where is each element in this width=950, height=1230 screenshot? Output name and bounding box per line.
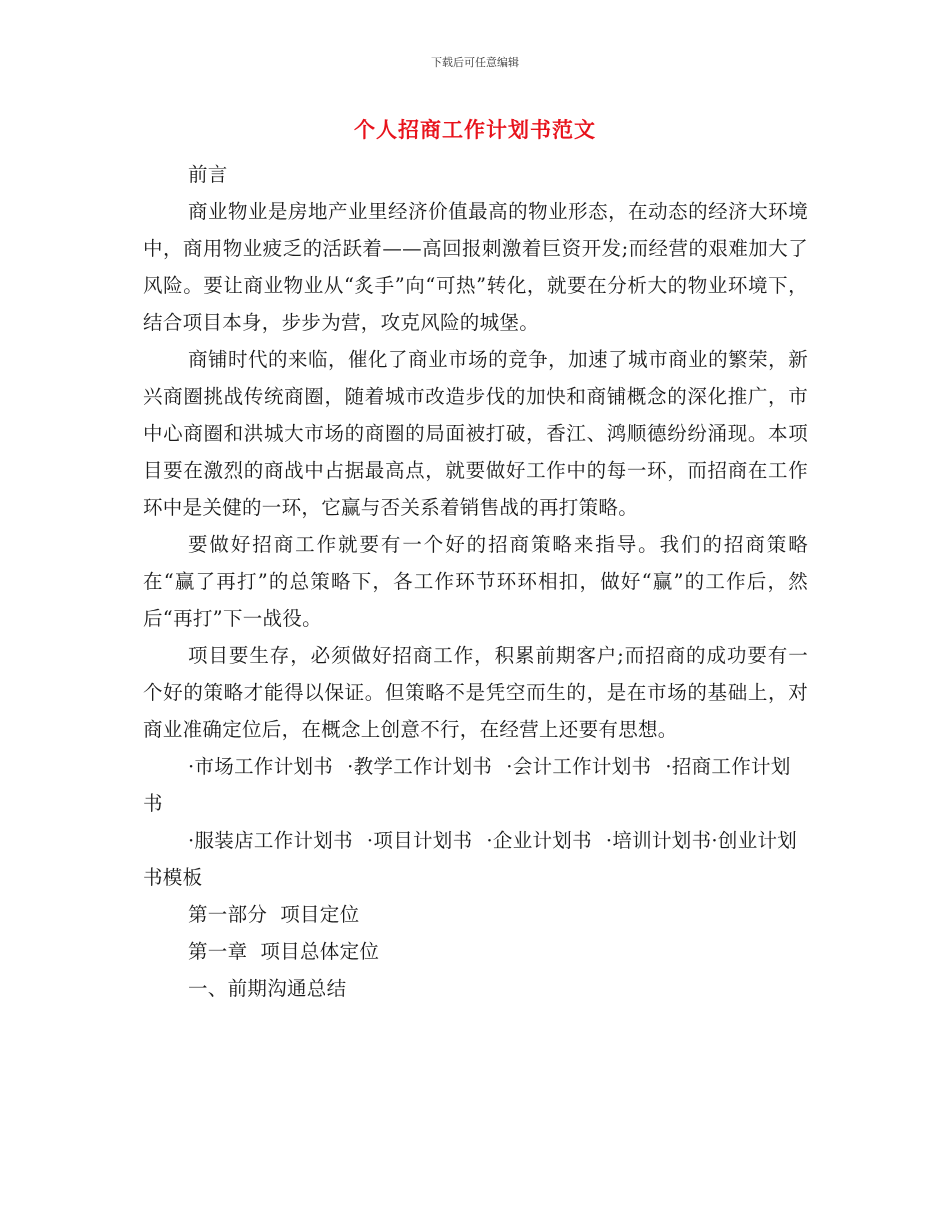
related-link-accounting-plan[interactable]: ·会计工作计划书 xyxy=(506,755,652,778)
related-link-teaching-plan[interactable]: ·教学工作计划书 xyxy=(347,755,493,778)
document-title: 个人招商工作计划书范文 xyxy=(354,117,596,142)
chapter-heading: 第一章 项目总体定位 xyxy=(188,940,380,963)
paragraph: 要做好招商工作就要有一个好的招商策略来指导。我们的招商策略在“赢了再打”的总策略下，各工作环节环环相扣，做好“赢”的工作后，然后“再打”下一战役。 xyxy=(143,533,808,630)
paragraph: 商铺时代的来临，催化了商业市场的竞争，加速了城市商业的繁荣，新兴商圈挑战传统商圈，随着城市改造步伐的加快和商铺概念的深化推广，市中心商圈和洪城大市场的商圈的局面被打破，香江、鸿顺德纷纷涌现。本项目要在激烈的商战中占据最高点，就要做好工作中的每一环，而招商在工作环中是关健的一环，它赢与否关系着销售战的再打策略。 xyxy=(143,348,808,519)
section-heading: 一、前期沟通总结 xyxy=(188,977,347,1000)
related-links-row-1 xyxy=(143,748,808,822)
part-heading: 第一部分 项目定位 xyxy=(188,903,360,926)
preface-heading: 前言 xyxy=(188,163,228,186)
related-link-market-plan[interactable]: ·市场工作计划书 xyxy=(188,755,334,778)
header-note: 下载后可任意编辑 xyxy=(431,56,519,69)
paragraph: 商业物业是房地产业里经济价值最高的物业形态，在动态的经济大环境中，商用物业疲乏的活跃着——高回报刺激着巨资开发;而经营的艰难加大了风险。要让商业物业从“炙手”向“可热”转化，就要在分析大的物业环境下，结合项目本身，步步为营，攻克风险的城堡。 xyxy=(143,200,808,334)
related-link-training-plan[interactable]: ·培训计划书 xyxy=(605,829,712,852)
related-link-enterprise-plan[interactable]: ·企业计划书 xyxy=(486,829,592,852)
related-link-investment-plan[interactable]: ·招商工作计划书 xyxy=(143,755,791,815)
document-body xyxy=(143,156,808,1007)
paragraph: 项目要生存，必须做好招商工作，积累前期客户;而招商的成功要有一个好的策略才能得以保证。但策略不是凭空而生的，是在市场的基础上，对商业准确定位后，在概念上创意不行，在经营上还要有思想。 xyxy=(143,644,808,741)
related-link-clothing-store-plan[interactable]: ·服装店工作计划书 xyxy=(188,829,353,852)
related-links-row-2 xyxy=(143,822,808,896)
related-link-project-plan[interactable]: ·项目计划书 xyxy=(366,829,473,852)
related-link-startup-plan-template[interactable]: ·创业计划书模板 xyxy=(143,829,798,889)
